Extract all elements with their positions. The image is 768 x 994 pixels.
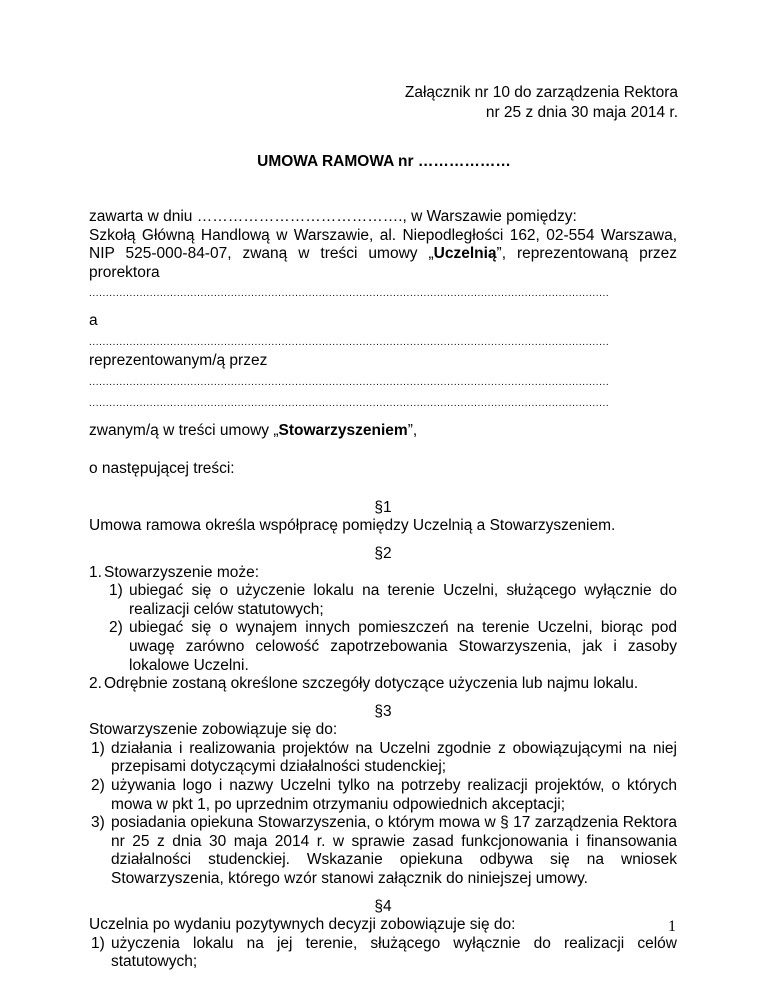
document-body [89,208,677,972]
association-term-line [89,422,677,441]
term-stowarzyszenie: Stowarzyszeniem [278,421,408,439]
section-1-heading: §1 [374,498,392,516]
section-2-sublist [89,582,677,675]
and-word: a [89,312,98,330]
intro-party-paragraph [89,227,677,283]
list-text: ubiegać się o wynajem innych pomieszczeń na terenie Uczelni, biorąc pod uwagę zarówno celowość zapotrzebowania Stowarzyszenia, jak i zasoby lokalowe Uczelni. [129,619,677,674]
section-3-lead: Stowarzyszenie zobowiązuje się do: [89,721,338,739]
dotted-line-prorector: .......................................................................................................................................................... [89,288,610,300]
following-content-line: o następującej treści: [89,460,235,478]
dotted-line-association: .......................................................................................................................................................... [89,336,610,348]
list-number: 2. [89,675,102,693]
section-2-subitem-1 [89,582,677,619]
section-3-item-2 [89,777,677,814]
term-uczelnia: Uczelnią [433,245,497,263]
list-text: ubiegać się o użyczenie lokalu na terenie Uczelni, służącego wyłącznie do realizacji celów statutowych; [129,582,677,618]
list-text: Stowarzyszenie może: [104,563,260,581]
annex-note-line-1: Załącznik nr 10 do zarządzenia Rektora [404,84,678,101]
section-4-lead: Uczelnia po wydaniu pozytywnych decyzji zobowiązuje się do: [89,916,516,934]
association-text-after: ”, [407,421,418,439]
section-4-heading: §4 [374,897,392,915]
list-number: 2) [91,777,105,795]
section-2-item-1 [89,564,677,676]
list-text: działania i realizowania projektów na Uczelni zgodnie z obowiązującymi na niej przepisami dotyczącymi działalności studenckiej; [111,739,677,776]
section-2-subitem-2 [89,619,677,675]
list-text: używania logo i nazwy Uczelni tylko na potrzeby realizacji projektów, o których mowa w pkt 1, po uprzednim otrzymaniu odpowiednich akceptacji; [111,777,677,813]
section-3-item-1 [89,740,677,777]
association-text-before: zwanym/ą w treści umowy „ [89,421,279,439]
document-title: UMOWA RAMOWA nr ……………… [257,153,511,170]
section-3-list [89,740,677,889]
list-text: użyczenia lokalu na jej terenie, służącego wyłącznie do realizacji celów statutowych; [111,934,677,971]
list-text: posiadania opiekuna Stowarzyszenia, o którym mowa w § 17 zarządzenia Rektora nr 25 z dnia 30 maja 2014 r. w sprawie zasad funkcjonowania i finansowania działalności studenckiej. Wskazanie opiekuna odbywa się na wniosek Stowarzyszenia, którego wzór stanowi załącznik do niniejszej umowy. [111,814,677,888]
section-2-heading: §2 [374,544,392,562]
section-4-list [89,935,677,972]
list-number: 2) [109,619,123,637]
section-1-text: Umowa ramowa określa współpracę pomiędzy Uczelnią a Stowarzyszeniem. [89,517,616,535]
annex-note [405,83,678,122]
list-number: 1. [89,563,102,581]
intro-date-line: zawarta w dniu …………………………………., w Warszawie pomiędzy: [89,208,577,225]
list-number: 3) [91,814,105,832]
list-number: 1) [109,582,123,600]
intro-text-before: Szkołą Główną Handlową w Warszawie, al. Niepodległości 162, 02-554 Warszawa, NIP 525-000-84-07, zwaną w treści umowy „ [89,226,677,263]
section-3-heading: §3 [374,702,392,720]
list-text: Odrębnie zostaną określone szczegóły dotyczące użyczenia lub najmu lokalu. [104,675,639,693]
dotted-line-representative-1: .......................................................................................................................................................... [89,376,610,388]
section-4-item-1 [89,935,677,972]
list-number: 1) [91,739,105,757]
dotted-line-representative-2: .......................................................................................................................................................... [89,397,610,409]
section-2-list [89,564,677,694]
intro-text-after: ”, reprezentowaną przez prorektora [89,245,677,281]
list-number: 1) [91,934,105,952]
section-2-item-2 [89,675,677,694]
section-3-item-3 [89,814,677,888]
represented-by-label: reprezentowanym/ą przez [89,351,268,369]
page-number: 1 [668,918,676,935]
annex-note-line-2: nr 25 z dnia 30 maja 2014 r. [485,103,678,121]
